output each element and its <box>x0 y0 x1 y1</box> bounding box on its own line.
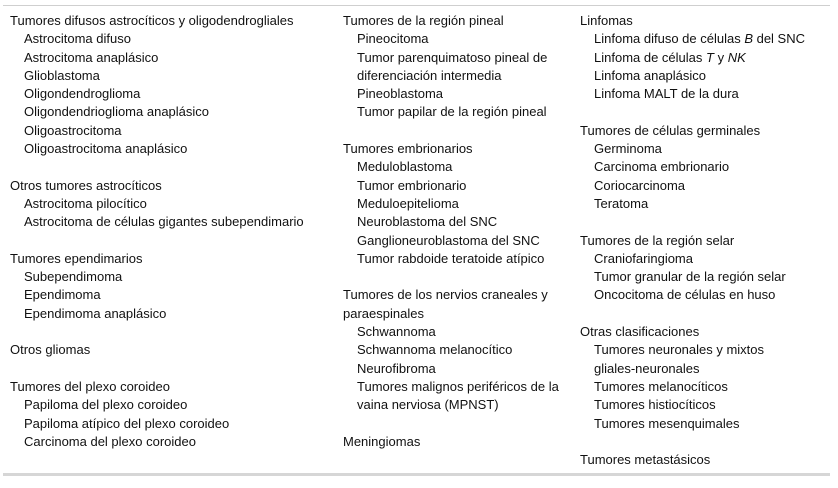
list-item: Oligoastrocitoma <box>24 122 122 138</box>
list-item: Tumor papilar de la región pineal <box>357 104 547 120</box>
group-metastatic <box>580 451 830 469</box>
list-item: Ependimoma anaplásico <box>24 305 167 321</box>
list-item: Astrocitoma pilocítico <box>24 195 147 211</box>
group-other-astrocytic <box>10 177 330 232</box>
list-item: Tumor granular de la región selar <box>594 269 786 285</box>
group-heading: Linfomas <box>580 13 633 28</box>
list-item: Neuroblastoma del SNC <box>357 214 498 230</box>
group-other-gliomas <box>10 341 330 359</box>
group-heading: Otros gliomas <box>10 342 91 358</box>
group-ependymal <box>10 250 330 323</box>
group-pineal-region <box>343 12 568 122</box>
group-heading: Tumores difusos astrocíticos y oligodendrogliales <box>10 13 294 28</box>
list-item: Meduloblastoma <box>357 159 453 175</box>
table-column-3 <box>580 12 830 488</box>
list-item: Papiloma del plexo coroideo <box>24 397 188 413</box>
group-choroid-plexus <box>10 378 330 451</box>
list-item: Germinoma <box>594 141 662 157</box>
list-item: Tumores melanocíticos <box>594 378 728 394</box>
list-item: Glioblastoma <box>24 67 100 83</box>
group-heading: Tumores ependimarios <box>10 250 143 266</box>
table-column-1 <box>10 12 330 469</box>
group-embryonal <box>343 140 568 268</box>
group-heading: Otros tumores astrocíticos <box>10 177 162 193</box>
group-meningiomas <box>343 433 568 451</box>
list-item: Oligondendroglioma <box>24 86 141 102</box>
group-heading: Tumores de células germinales <box>580 122 761 138</box>
list-item: Coriocarcinoma <box>594 177 686 193</box>
list-item: Astrocitoma anaplásico <box>24 49 159 65</box>
list-item: Linfoma difuso de células B del SNC <box>594 31 806 47</box>
list-item: Carcinoma embrionario <box>594 159 730 175</box>
group-diffuse-astrocytic <box>10 12 330 158</box>
group-germ-cell <box>580 122 830 213</box>
list-item: Tumores neuronales y mixtos gliales-neuronales <box>594 342 765 376</box>
group-heading: Tumores embrionarios <box>343 141 473 157</box>
list-item: Schwannoma melanocítico <box>357 342 513 358</box>
group-heading: Tumores de la región pineal <box>343 13 504 28</box>
list-item: Tumor embrionario <box>357 177 467 193</box>
group-other-classifications <box>580 323 830 433</box>
group-lymphomas <box>580 12 830 103</box>
list-item: Tumor rabdoide teratoide atípico <box>357 250 545 266</box>
list-item: Teratoma <box>594 195 649 211</box>
list-item: Pineoblastoma <box>357 86 443 102</box>
list-item: Papiloma atípico del plexo coroideo <box>24 415 230 431</box>
list-item: Tumores mesenquimales <box>594 415 740 431</box>
list-item: Carcinoma del plexo coroideo <box>24 433 196 449</box>
list-item: Meduloepitelioma <box>357 195 459 211</box>
group-heading: Tumores metastásicos <box>580 452 711 468</box>
group-heading: Otras clasificaciones <box>580 324 700 340</box>
list-item: Neurofibroma <box>357 360 436 376</box>
list-item: Craniofaringioma <box>594 250 693 266</box>
list-item: Pineocitoma <box>357 31 429 47</box>
table-column-2 <box>343 12 568 469</box>
list-item: Linfoma anaplásico <box>594 67 707 83</box>
list-item: Schwannoma <box>357 324 436 340</box>
list-item: Tumores malignos periféricos de la vaina nerviosa (MPNST) <box>357 378 559 413</box>
group-heading: Tumores de la región selar <box>580 232 735 248</box>
group-cranial-paraspinal-nerves <box>343 286 568 414</box>
list-item: Oligoastrocitoma anaplásico <box>24 141 188 157</box>
list-item: Astrocitoma de células gigantes subependimario <box>24 214 304 230</box>
group-heading: Tumores de los nervios craneales y paraespinales <box>343 287 548 321</box>
table-top-rule <box>3 5 830 6</box>
list-item: Ganglioneuroblastoma del SNC <box>357 232 540 248</box>
list-item: Subependimoma <box>24 269 123 285</box>
list-item: Tumor parenquimatoso pineal de diferenciación intermedia <box>357 49 548 83</box>
list-item: Linfoma MALT de la dura <box>594 86 739 102</box>
group-sellar-region <box>580 232 830 305</box>
list-item: Astrocitoma difuso <box>24 31 131 47</box>
group-heading: Meningiomas <box>343 433 421 449</box>
list-item: Oligondendrioglioma anaplásico <box>24 104 210 120</box>
list-item: Oncocitoma de células en huso <box>594 287 776 303</box>
group-heading: Tumores del plexo coroideo <box>10 378 170 394</box>
list-item: Tumores histiocíticos <box>594 397 716 413</box>
list-item: Ependimoma <box>24 287 101 303</box>
table-bottom-rule <box>3 473 830 476</box>
list-item: Linfoma de células T y NK <box>594 49 746 65</box>
